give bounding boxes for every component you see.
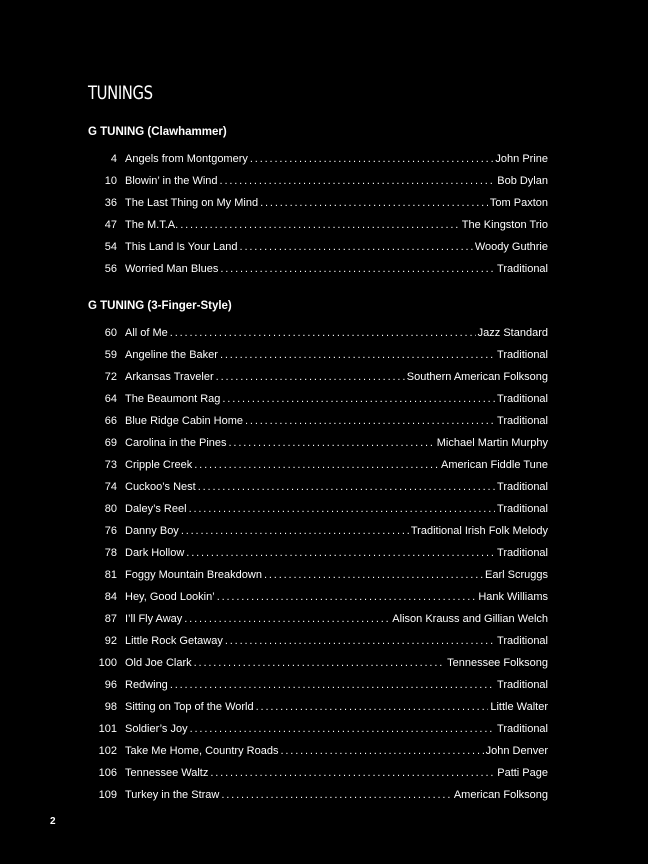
page-number: 2 xyxy=(50,816,56,827)
toc-entry xyxy=(88,696,548,718)
toc-entry xyxy=(88,542,548,564)
toc-entry xyxy=(88,762,548,784)
entry-song-title: Little Rock Getaway xyxy=(125,635,223,647)
entry-song-title: Soldier’s Joy xyxy=(125,723,188,735)
toc-entry xyxy=(88,454,548,476)
entry-artist: Hank Williams xyxy=(478,591,548,603)
dot-leader xyxy=(194,454,439,476)
entry-song-title: Dark Hollow xyxy=(125,547,185,559)
entry-list xyxy=(88,322,548,806)
page-title: TUNINGS xyxy=(88,82,153,104)
entry-song-title: Carolina in the Pines xyxy=(125,437,227,449)
toc-entry xyxy=(88,388,548,410)
entry-artist: American Fiddle Tune xyxy=(441,459,548,471)
dot-leader xyxy=(220,170,496,192)
dot-leader xyxy=(216,366,405,388)
entry-song-title: Redwing xyxy=(125,679,168,691)
dot-leader xyxy=(210,762,495,784)
dot-leader xyxy=(240,236,473,258)
entry-song-title: Cripple Creek xyxy=(125,459,193,471)
dot-leader xyxy=(198,476,495,498)
entry-page-number: 87 xyxy=(104,613,117,625)
entry-page-number: 69 xyxy=(104,437,117,449)
section-3-finger-style xyxy=(88,299,548,806)
toc-entry xyxy=(88,498,548,520)
entry-page-number: 76 xyxy=(104,525,117,537)
section-clawhammer xyxy=(88,125,548,280)
toc-entry xyxy=(88,674,548,696)
entry-page-number: 56 xyxy=(104,263,117,275)
entry-page-number: 10 xyxy=(104,175,117,187)
entry-page-number: 72 xyxy=(104,371,117,383)
entry-song-title: The Beaumont Rag xyxy=(125,393,221,405)
entry-song-title: Hey, Good Lookin’ xyxy=(125,591,215,603)
dot-leader xyxy=(250,148,494,170)
toc-entry xyxy=(88,586,548,608)
entry-artist: Tom Paxton xyxy=(489,197,548,209)
dot-leader xyxy=(170,674,495,696)
entry-artist: Traditional xyxy=(497,679,548,691)
dot-leader xyxy=(220,344,495,366)
entry-artist: American Folksong xyxy=(453,789,548,801)
entry-artist: Traditional xyxy=(497,349,548,361)
dot-leader xyxy=(221,784,451,806)
entry-artist: Michael Martin Murphy xyxy=(436,437,548,449)
entry-page-number: 74 xyxy=(104,481,117,493)
entry-song-title: Foggy Mountain Breakdown xyxy=(125,569,262,581)
dot-leader xyxy=(170,322,476,344)
entry-page-number: 59 xyxy=(104,349,117,361)
dot-leader xyxy=(245,410,495,432)
entry-page-number: 98 xyxy=(104,701,117,713)
dot-leader xyxy=(217,586,477,608)
entry-song-title: Take Me Home, Country Roads xyxy=(125,745,279,757)
toc-entry xyxy=(88,344,548,366)
toc-entry xyxy=(88,652,548,674)
entry-page-number: 109 xyxy=(98,789,117,801)
entry-artist: The Kingston Trio xyxy=(461,219,548,231)
entry-artist: Jazz Standard xyxy=(477,327,548,339)
entry-song-title: Angels from Montgomery xyxy=(125,153,248,165)
toc-entry xyxy=(88,564,548,586)
entry-artist: Traditional xyxy=(497,481,548,493)
toc-entry xyxy=(88,322,548,344)
entry-page-number: 60 xyxy=(104,327,117,339)
dot-leader xyxy=(189,498,495,520)
dot-leader xyxy=(222,388,495,410)
entry-page-number: 101 xyxy=(98,723,117,735)
section-heading: G TUNING (Clawhammer) xyxy=(88,126,227,138)
dot-leader xyxy=(181,520,409,542)
entry-song-title: Cuckoo’s Nest xyxy=(125,481,196,493)
dot-leader xyxy=(225,630,495,652)
entry-song-title: All of Me xyxy=(125,327,168,339)
entry-page-number: 73 xyxy=(104,459,117,471)
entry-page-number: 100 xyxy=(98,657,117,669)
entry-list xyxy=(88,148,548,280)
entry-page-number: 92 xyxy=(104,635,117,647)
entry-page-number: 47 xyxy=(104,219,117,231)
entry-song-title: Blowin’ in the Wind xyxy=(125,175,218,187)
entry-page-number: 78 xyxy=(104,547,117,559)
entry-page-number: 106 xyxy=(98,767,117,779)
entry-artist: Patti Page xyxy=(497,767,548,779)
entry-artist: Traditional xyxy=(497,547,548,559)
dot-leader xyxy=(229,432,435,454)
dot-leader xyxy=(184,608,390,630)
dot-leader xyxy=(190,718,495,740)
entry-page-number: 66 xyxy=(104,415,117,427)
entry-page-number: 4 xyxy=(110,153,117,165)
entry-song-title: Old Joe Clark xyxy=(125,657,192,669)
entry-song-title: Danny Boy xyxy=(125,525,179,537)
entry-artist: Woody Guthrie xyxy=(474,241,548,253)
toc-entry xyxy=(88,784,548,806)
entry-page-number: 64 xyxy=(104,393,117,405)
entry-artist: Traditional xyxy=(497,503,548,515)
entry-song-title: This Land Is Your Land xyxy=(125,241,238,253)
entry-song-title: The M.T.A. xyxy=(125,219,179,231)
entry-artist: Little Walter xyxy=(490,701,548,713)
entry-page-number: 36 xyxy=(104,197,117,209)
entry-song-title: Angeline the Baker xyxy=(125,349,218,361)
dot-leader xyxy=(280,740,483,762)
toc-entry xyxy=(88,520,548,542)
toc-entry xyxy=(88,236,548,258)
section-heading: G TUNING (3-Finger-Style) xyxy=(88,300,232,312)
entry-page-number: 102 xyxy=(98,745,117,757)
entry-page-number: 84 xyxy=(104,591,117,603)
toc-entry xyxy=(88,476,548,498)
entry-artist: Traditional xyxy=(497,723,548,735)
toc-entry xyxy=(88,718,548,740)
entry-page-number: 80 xyxy=(104,503,117,515)
entry-song-title: Arkansas Traveler xyxy=(125,371,214,383)
entry-page-number: 96 xyxy=(104,679,117,691)
entry-song-title: Daley’s Reel xyxy=(125,503,187,515)
dot-leader xyxy=(186,542,495,564)
dot-leader xyxy=(220,258,495,280)
dot-leader xyxy=(194,652,445,674)
entry-song-title: Tennessee Waltz xyxy=(125,767,209,779)
entry-song-title: Blue Ridge Cabin Home xyxy=(125,415,244,427)
toc-entry xyxy=(88,366,548,388)
toc-entry xyxy=(88,630,548,652)
toc-entry xyxy=(88,410,548,432)
toc-entry xyxy=(88,740,548,762)
entry-artist: Traditional Irish Folk Melody xyxy=(410,525,548,537)
entry-song-title: I’ll Fly Away xyxy=(125,613,183,625)
toc-entry xyxy=(88,608,548,630)
dot-leader xyxy=(264,564,483,586)
entry-artist: Tennessee Folksong xyxy=(447,657,548,669)
entry-page-number: 81 xyxy=(104,569,117,581)
entry-song-title: Worried Man Blues xyxy=(125,263,219,275)
toc-entry xyxy=(88,214,548,236)
entry-song-title: Turkey in the Straw xyxy=(125,789,220,801)
entry-artist: Bob Dylan xyxy=(497,175,548,187)
dot-leader xyxy=(180,214,460,236)
toc-entry xyxy=(88,170,548,192)
entry-song-title: Sitting on Top of the World xyxy=(125,701,254,713)
entry-artist: Traditional xyxy=(497,415,548,427)
entry-artist: Traditional xyxy=(497,393,548,405)
toc-entry xyxy=(88,432,548,454)
entry-artist: Alison Krauss and Gillian Welch xyxy=(392,613,548,625)
dot-leader xyxy=(256,696,489,718)
entry-artist: Traditional xyxy=(497,635,548,647)
entry-artist: John Denver xyxy=(485,745,548,757)
toc-entry xyxy=(88,148,548,170)
entry-artist: Traditional xyxy=(497,263,548,275)
entry-artist: Earl Scruggs xyxy=(485,569,548,581)
entry-artist: Southern American Folksong xyxy=(406,371,548,383)
entry-page-number: 54 xyxy=(104,241,117,253)
dot-leader xyxy=(260,192,488,214)
toc-entry xyxy=(88,192,548,214)
entry-song-title: The Last Thing on My Mind xyxy=(125,197,259,209)
toc-entry xyxy=(88,258,548,280)
entry-artist: John Prine xyxy=(495,153,548,165)
